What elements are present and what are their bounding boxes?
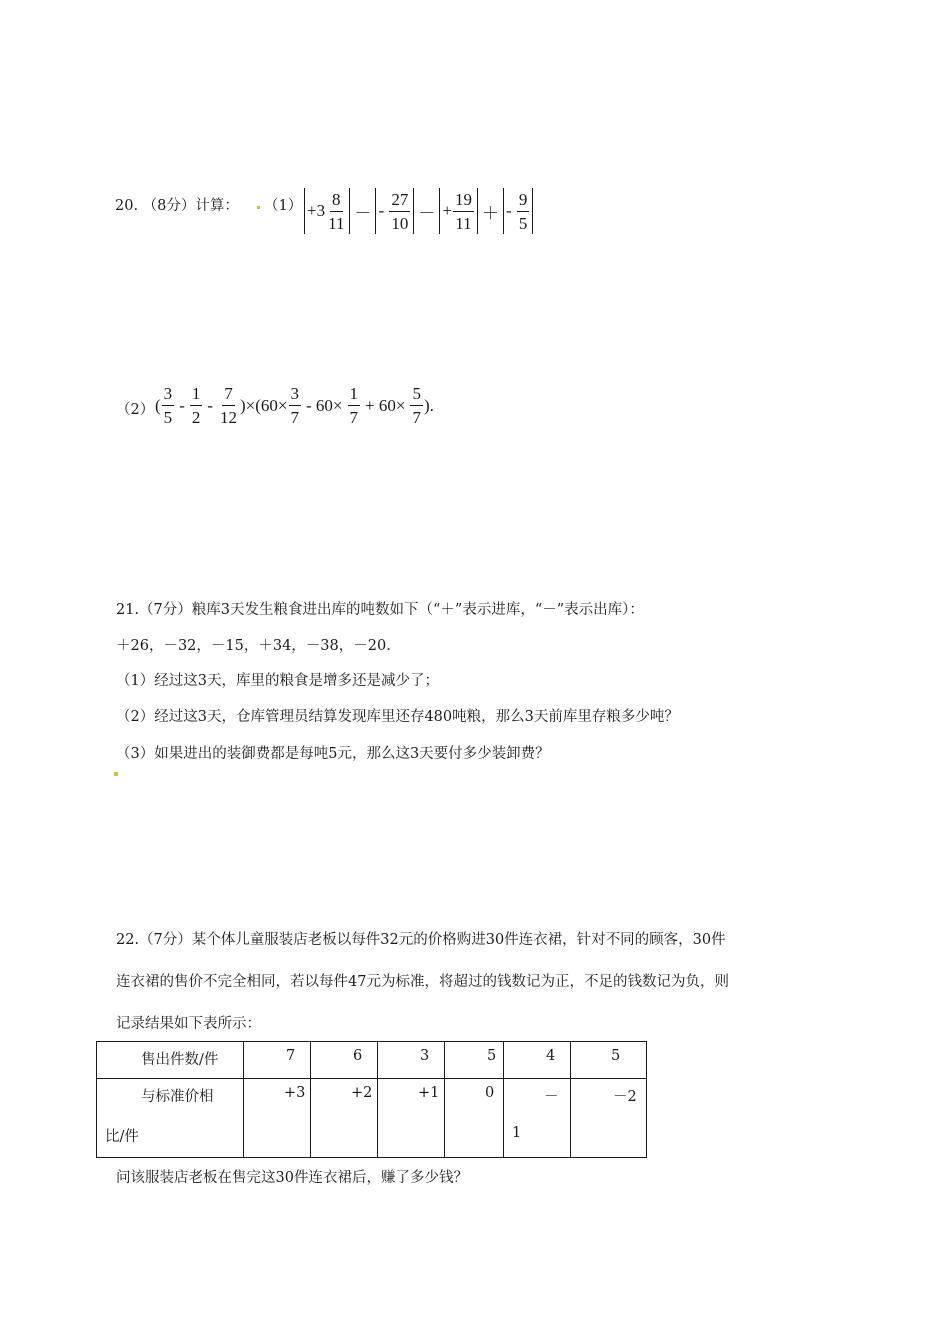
abs-term-2: - $\frac{27}{10}$ [375,188,414,234]
abs-term-3: + $\frac{19}{11}$ [439,188,478,234]
q20-header: 20. （8分）计算： [115,198,239,214]
q22-question: 问该服装店老板在售完这30件连衣裙后，赚了多少钱？ [116,1170,468,1186]
q22-line2: 连衣裙的售价不完全相同，若以每件47元为标准，将超过的钱数记为正，不足的钱数记为负，则 [116,974,729,990]
q22-line3: 记录结果如下表所示： [116,1016,261,1032]
q22-line1: 22.（7分）某个体儿童服装店老板以每件32元的价格购进30件连衣裙，针对不同的顾客，30件 [116,932,726,948]
record-table [96,1041,647,1158]
q21-sub1: （1）经过这3天，库里的粮食是增多还是减少了； [116,673,439,689]
abs-term-1: +3 $\frac{8}{11}$ [304,188,350,234]
q21-header: 21.（7分）粮库3天发生粮食进出库的吨数如下（“＋”表示进库，“－”表示出库）： [116,602,644,618]
q21-data: ＋26，－32，－15，＋34，－38，－20. [116,638,391,654]
scan-mark [257,206,260,209]
q20-part2-expression: ( $\frac{3}{5}$ - $\frac{1}{2}$ - $\frac{7}{12}$ )×(60× $\frac{3}{7}$ - 60× $\frac{1}{7}$ + 60× $\frac{5}{7}$ ). [155,384,434,427]
q20-part2-label: （2） [116,402,155,418]
scan-mark [114,772,118,776]
q20-part1-expression: +3 $\frac{8}{11}$ － - $\frac{27}{10}$ － + $\frac{19}{11}$ ＋ - $\frac{9}{5}$ [304,188,533,234]
abs-term-4: - $\frac{9}{5}$ [503,188,533,234]
q20-part1-label: （1） [264,198,303,214]
q21-sub3: （3）如果进出的装御费都是每吨5元，那么这3天要付多少装卸费？ [116,746,550,762]
table-row: 售出件数/件 7 6 3 5 4 5 [97,1042,647,1079]
table-row: 与标准价相 比/件 +3 +2 +1 0 － 1 －2 [97,1079,647,1158]
q21-sub2: （2）经过这3天，仓库管理员结算发现库里还存480吨粮，那么3天前库里存粮多少吨？ [116,709,679,725]
